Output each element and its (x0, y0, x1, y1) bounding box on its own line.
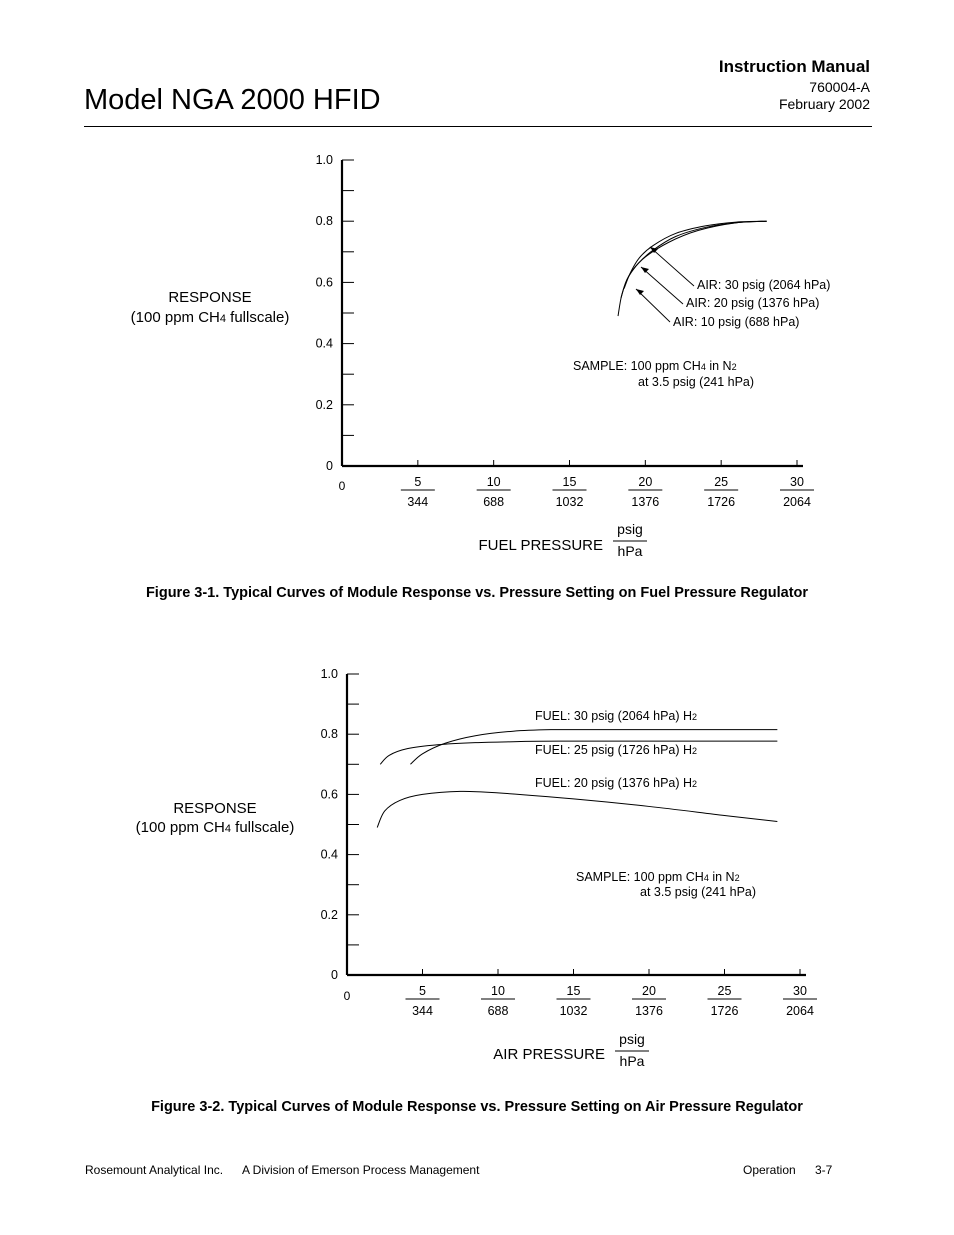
figure-1-y-tick-label: 0.4 (315, 336, 333, 351)
footer-page-number: 3-7 (815, 1163, 833, 1177)
figure-2-x-tick-label-hpa: 2064 (786, 1004, 814, 1018)
figure-1-axes (342, 160, 803, 466)
figure-2-x-tick-label-psig: 25 (717, 984, 732, 998)
figure-1-series-label-air-20: AIR: 20 psig (1376 hPa) (686, 296, 820, 310)
figure-1-y-tick-label: 0 (326, 459, 333, 473)
figure-1-x-tick-label-psig: 10 (486, 475, 501, 489)
figure-1-y-label-line2: (100 ppm CH4 fullscale) (130, 309, 290, 326)
figure-1-x-tick-label-psig: 20 (638, 475, 653, 489)
figure-2-sample-note-line1: SAMPLE: 100 ppm CH4 in N2 (576, 870, 740, 884)
figure-1-x-unit-psig: psig (617, 521, 643, 537)
figure-2-y-tick-label: 0.6 (320, 787, 338, 802)
figure-1-x-tick-label-hpa: 688 (483, 495, 505, 509)
figure-2-x-tick-label-hpa: 1376 (635, 1004, 663, 1018)
footer-company: Rosemount Analytical Inc. (85, 1163, 224, 1177)
figure-2-x-tick-label-hpa: 1032 (559, 1004, 588, 1018)
figure-2-x-tick-label-hpa: 688 (487, 1004, 509, 1018)
figure-1-y-tick-label: 0.2 (315, 397, 333, 412)
figure-1-y-label-line1: RESPONSE (168, 289, 252, 306)
figure-2-series-line-3 (377, 791, 777, 827)
footer-section: Operation (743, 1163, 796, 1177)
figure-1-leader-arrow-air-10 (636, 289, 644, 295)
figure-2-x-tick-label-hpa: 344 (412, 1004, 433, 1018)
figure-2-series-label-fuel-20: FUEL: 20 psig (1376 hPa) H2 (535, 776, 698, 790)
document-title: Model NGA 2000 HFID (84, 84, 381, 116)
figure-1-x-tick-label-hpa: 344 (407, 495, 429, 509)
figure-1-caption: Figure 3-1. Typical Curves of Module Response vs. Pressure Setting on Fuel Pressure Regulator (145, 585, 809, 601)
figure-1-leader-arrow-air-20 (641, 267, 649, 273)
figure-1 (131, 153, 831, 559)
figure-2-y-label-line2: (100 ppm CH4 fullscale) (135, 819, 295, 836)
figure-1-ticks (316, 153, 814, 509)
figure-2-x-label: AIR PRESSURE (493, 1046, 605, 1063)
figure-1-series-label-air-30: AIR: 30 psig (2064 hPa) (697, 278, 831, 292)
figure-2-x-tick-label-psig: 10 (491, 984, 505, 998)
figure-1-x-tick-label-hpa: 1726 (707, 495, 736, 509)
figure-1-x-label: FUEL PRESSURE (478, 537, 603, 554)
figure-2-x-tick-label-psig: 30 (793, 984, 807, 998)
figure-2-y-tick-label: 1.0 (320, 667, 338, 681)
figure-1-sample-note-line1: SAMPLE: 100 ppm CH4 in N2 (573, 359, 737, 373)
figure-1-y-tick-label: 1.0 (315, 153, 333, 167)
figure-2-y-label-line1: RESPONSE (173, 800, 257, 817)
figure-2-x-tick-label-psig: 20 (642, 984, 656, 998)
figure-1-x-tick-label-psig: 5 (414, 475, 422, 489)
figure-2-y-tick-label: 0 (331, 968, 338, 982)
figure-2-series-label-fuel-25: FUEL: 25 psig (1726 hPa) H2 (535, 743, 698, 757)
figure-1-sample-note-line2: at 3.5 psig (241 hPa) (638, 375, 755, 389)
document-number: 760004-A (809, 79, 870, 95)
manual-label: Instruction Manual (718, 57, 870, 76)
figure-2-x-tick-label-psig: 5 (419, 984, 426, 998)
figure-1-series-label-air-10: AIR: 10 psig (688 hPa) (673, 315, 800, 329)
figure-1-x-tick-label-hpa: 2064 (783, 495, 811, 509)
figure-2-x-tick-label-hpa: 1726 (710, 1004, 739, 1018)
figure-2-y-tick-label: 0.2 (320, 907, 338, 922)
figure-2-x-origin-label: 0 (343, 989, 351, 1003)
figure-2 (136, 667, 817, 1069)
figure-2-sample-note-line2: at 3.5 psig (241 hPa) (640, 885, 757, 899)
footer-division: A Division of Emerson Process Management (242, 1163, 480, 1177)
figure-1-leader-air-20 (641, 267, 683, 304)
figure-2-x-unit-psig: psig (619, 1031, 645, 1047)
document-date: February 2002 (778, 96, 870, 112)
figure-1-x-origin-label: 0 (338, 479, 346, 493)
figure-2-y-tick-label: 0.8 (320, 727, 338, 742)
figure-1-x-tick-label-psig: 15 (562, 475, 577, 489)
figure-2-caption: Figure 3-2. Typical Curves of Module Response vs. Pressure Setting on Air Pressure Regulator (151, 1099, 803, 1115)
figure-1-x-unit-hpa: hPa (617, 543, 643, 559)
figure-2-x-tick-label-psig: 15 (566, 984, 581, 998)
figure-1-y-tick-label: 0.6 (315, 275, 333, 290)
figure-1-y-tick-label: 0.8 (315, 214, 333, 229)
figure-1-x-tick-label-hpa: 1032 (555, 495, 584, 509)
figure-1-x-tick-label-psig: 25 (714, 475, 729, 489)
figure-1-leader-air-10 (636, 289, 670, 322)
figure-1-x-tick-label-hpa: 1376 (631, 495, 660, 509)
figure-1-x-tick-label-psig: 30 (790, 475, 804, 489)
figure-2-x-unit-hpa: hPa (619, 1053, 645, 1069)
figure-2-y-tick-label: 0.4 (320, 847, 338, 862)
figure-2-series-label-fuel-30: FUEL: 30 psig (2064 hPa) H2 (535, 709, 698, 723)
